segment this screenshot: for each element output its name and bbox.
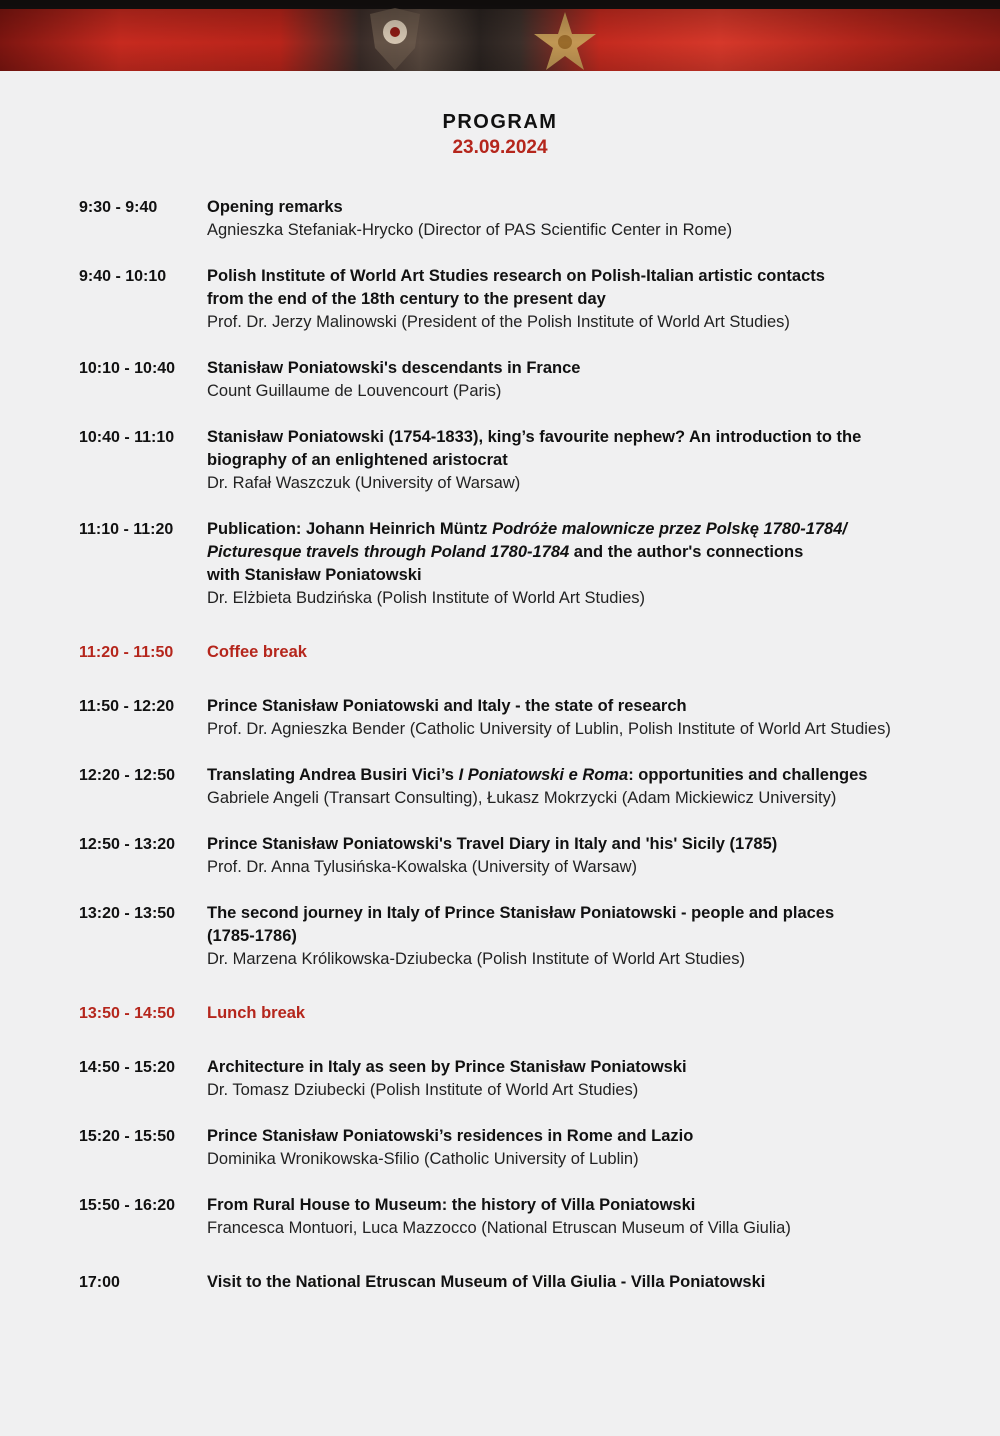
- schedule-item: [0, 357, 1000, 403]
- schedule-item: [0, 518, 1000, 610]
- item-content: [207, 426, 940, 495]
- item-time: 11:10 - 11:20: [79, 521, 174, 538]
- item-time: 10:10 - 10:40: [79, 360, 176, 377]
- item-content: [207, 764, 940, 810]
- book-title-italic: Podróże malownicze przez Polskę 1780-1784/: [492, 520, 847, 538]
- item-title: [207, 902, 940, 948]
- schedule-item: [0, 1271, 1000, 1294]
- schedule-item: [0, 1056, 1000, 1102]
- item-speaker: Dr. Tomasz Dziubecki (Polish Institute of World Art Studies): [207, 1081, 639, 1099]
- item-title: [207, 265, 940, 311]
- item-time: 10:40 - 11:10: [79, 429, 175, 446]
- item-speaker: Prof. Dr. Jerzy Malinowski (President of the Polish Institute of World Art Studies): [207, 313, 790, 331]
- item-time: 13:20 - 13:50: [79, 905, 176, 922]
- schedule-item: [0, 1194, 1000, 1240]
- item-time: 9:30 - 9:40: [79, 199, 158, 216]
- title-text: : opportunities and challenges: [628, 766, 868, 784]
- item-title: Prince Stanisław Poniatowski's Travel Diary in Italy and 'his' Sicily (1785): [207, 835, 778, 853]
- item-title-line: biography of an enlightened aristocrat: [207, 451, 508, 469]
- break-title: Coffee break: [207, 643, 307, 661]
- break-item: [0, 641, 1000, 664]
- item-content: [207, 196, 940, 242]
- item-time: 9:40 - 10:10: [79, 268, 167, 285]
- item-title-line: with Stanisław Poniatowski: [207, 566, 422, 584]
- item-content: [207, 1056, 940, 1102]
- item-content: [207, 1002, 940, 1025]
- item-speaker: Dr. Rafał Waszczuk (University of Warsaw): [207, 474, 521, 492]
- item-title: From Rural House to Museum: the history of Villa Poniatowski: [207, 1196, 696, 1214]
- item-speaker: Prof. Dr. Anna Tylusińska-Kowalska (University of Warsaw): [207, 858, 638, 876]
- item-time: 15:50 - 16:20: [79, 1197, 176, 1214]
- schedule-item: [0, 902, 1000, 971]
- item-title: Stanisław Poniatowski's descendants in France: [207, 359, 581, 377]
- item-content: [207, 1194, 940, 1240]
- item-time: 12:50 - 13:20: [79, 836, 176, 853]
- title-text: Translating Andrea Busiri Vici’s: [207, 766, 459, 784]
- page-title: PROGRAM: [442, 111, 558, 133]
- program-header: [0, 110, 1000, 160]
- schedule-item: [0, 426, 1000, 495]
- book-title-italic: I Poniatowski e Roma: [458, 766, 629, 784]
- schedule-item: [0, 695, 1000, 741]
- item-title-line: Polish Institute of World Art Studies research on Polish-Italian artistic contacts: [207, 267, 825, 285]
- item-time: 11:50 - 12:20: [79, 698, 175, 715]
- item-time: 15:20 - 15:50: [79, 1128, 176, 1145]
- header-banner-image: [0, 0, 1000, 71]
- item-title-line: Stanisław Poniatowski (1754-1833), king’s favourite nephew? An introduction to the: [207, 428, 862, 446]
- item-title-line: [207, 518, 940, 541]
- item-content: [207, 357, 940, 403]
- schedule-item: [0, 265, 1000, 334]
- schedule-item: [0, 1125, 1000, 1171]
- item-content: [207, 833, 940, 879]
- item-content: [207, 518, 940, 610]
- item-speaker: Prof. Dr. Agnieszka Bender (Catholic University of Lublin, Polish Institute of World Art Studies): [207, 720, 891, 738]
- schedule-item: [0, 833, 1000, 879]
- item-title: Visit to the National Etruscan Museum of Villa Giulia - Villa Poniatowski: [207, 1273, 766, 1291]
- item-content: [207, 1125, 940, 1171]
- item-title: [207, 426, 940, 472]
- banner-shade: [0, 0, 1000, 71]
- item-title: Architecture in Italy as seen by Prince Stanisław Poniatowski: [207, 1058, 687, 1076]
- item-title-line: The second journey in Italy of Prince Stanisław Poniatowski - people and places: [207, 904, 835, 922]
- item-time: 17:00: [79, 1274, 120, 1291]
- break-time: 11:20 - 11:50: [79, 644, 174, 661]
- item-title: Prince Stanisław Poniatowski’s residences in Rome and Lazio: [207, 1127, 694, 1145]
- title-text: and the author's connections: [569, 543, 804, 561]
- item-speaker: Dominika Wronikowska-Sfilio (Catholic University of Lublin): [207, 1150, 639, 1168]
- program-date: 23.09.2024: [452, 137, 548, 158]
- item-content: [207, 641, 940, 664]
- item-title: [207, 764, 940, 787]
- item-title: [207, 518, 940, 587]
- item-title: Opening remarks: [207, 198, 343, 216]
- schedule-item: [0, 196, 1000, 242]
- item-time: 14:50 - 15:20: [79, 1059, 176, 1076]
- break-time: 13:50 - 14:50: [79, 1005, 176, 1022]
- item-content: [207, 265, 940, 334]
- item-speaker: Agnieszka Stefaniak-Hrycko (Director of PAS Scientific Center in Rome): [207, 221, 733, 239]
- item-speaker: Gabriele Angeli (Transart Consulting), Łukasz Mokrzycki (Adam Mickiewicz University): [207, 789, 837, 807]
- item-speaker: Count Guillaume de Louvencourt (Paris): [207, 382, 502, 400]
- item-speaker: Dr. Elżbieta Budzińska (Polish Institute of World Art Studies): [207, 589, 646, 607]
- item-time: 12:20 - 12:50: [79, 767, 176, 784]
- item-content: [207, 1271, 940, 1294]
- break-item: [0, 1002, 1000, 1025]
- item-title-line: (1785-1786): [207, 927, 297, 945]
- item-speaker: Dr. Marzena Królikowska-Dziubecka (Polish Institute of World Art Studies): [207, 950, 745, 968]
- schedule-item: [0, 764, 1000, 810]
- book-title-italic: Picturesque travels through Poland 1780-1784: [207, 543, 570, 561]
- item-speaker: Francesca Montuori, Luca Mazzocco (National Etruscan Museum of Villa Giulia): [207, 1219, 791, 1237]
- item-title: Prince Stanisław Poniatowski and Italy - the state of research: [207, 697, 687, 715]
- break-title: Lunch break: [207, 1004, 306, 1022]
- title-text: Publication: Johann Heinrich Müntz: [207, 520, 493, 538]
- item-title-line: [207, 541, 940, 564]
- item-content: [207, 695, 940, 741]
- schedule-list: [0, 196, 1000, 1294]
- item-content: [207, 902, 940, 971]
- item-title-line: from the end of the 18th century to the present day: [207, 290, 606, 308]
